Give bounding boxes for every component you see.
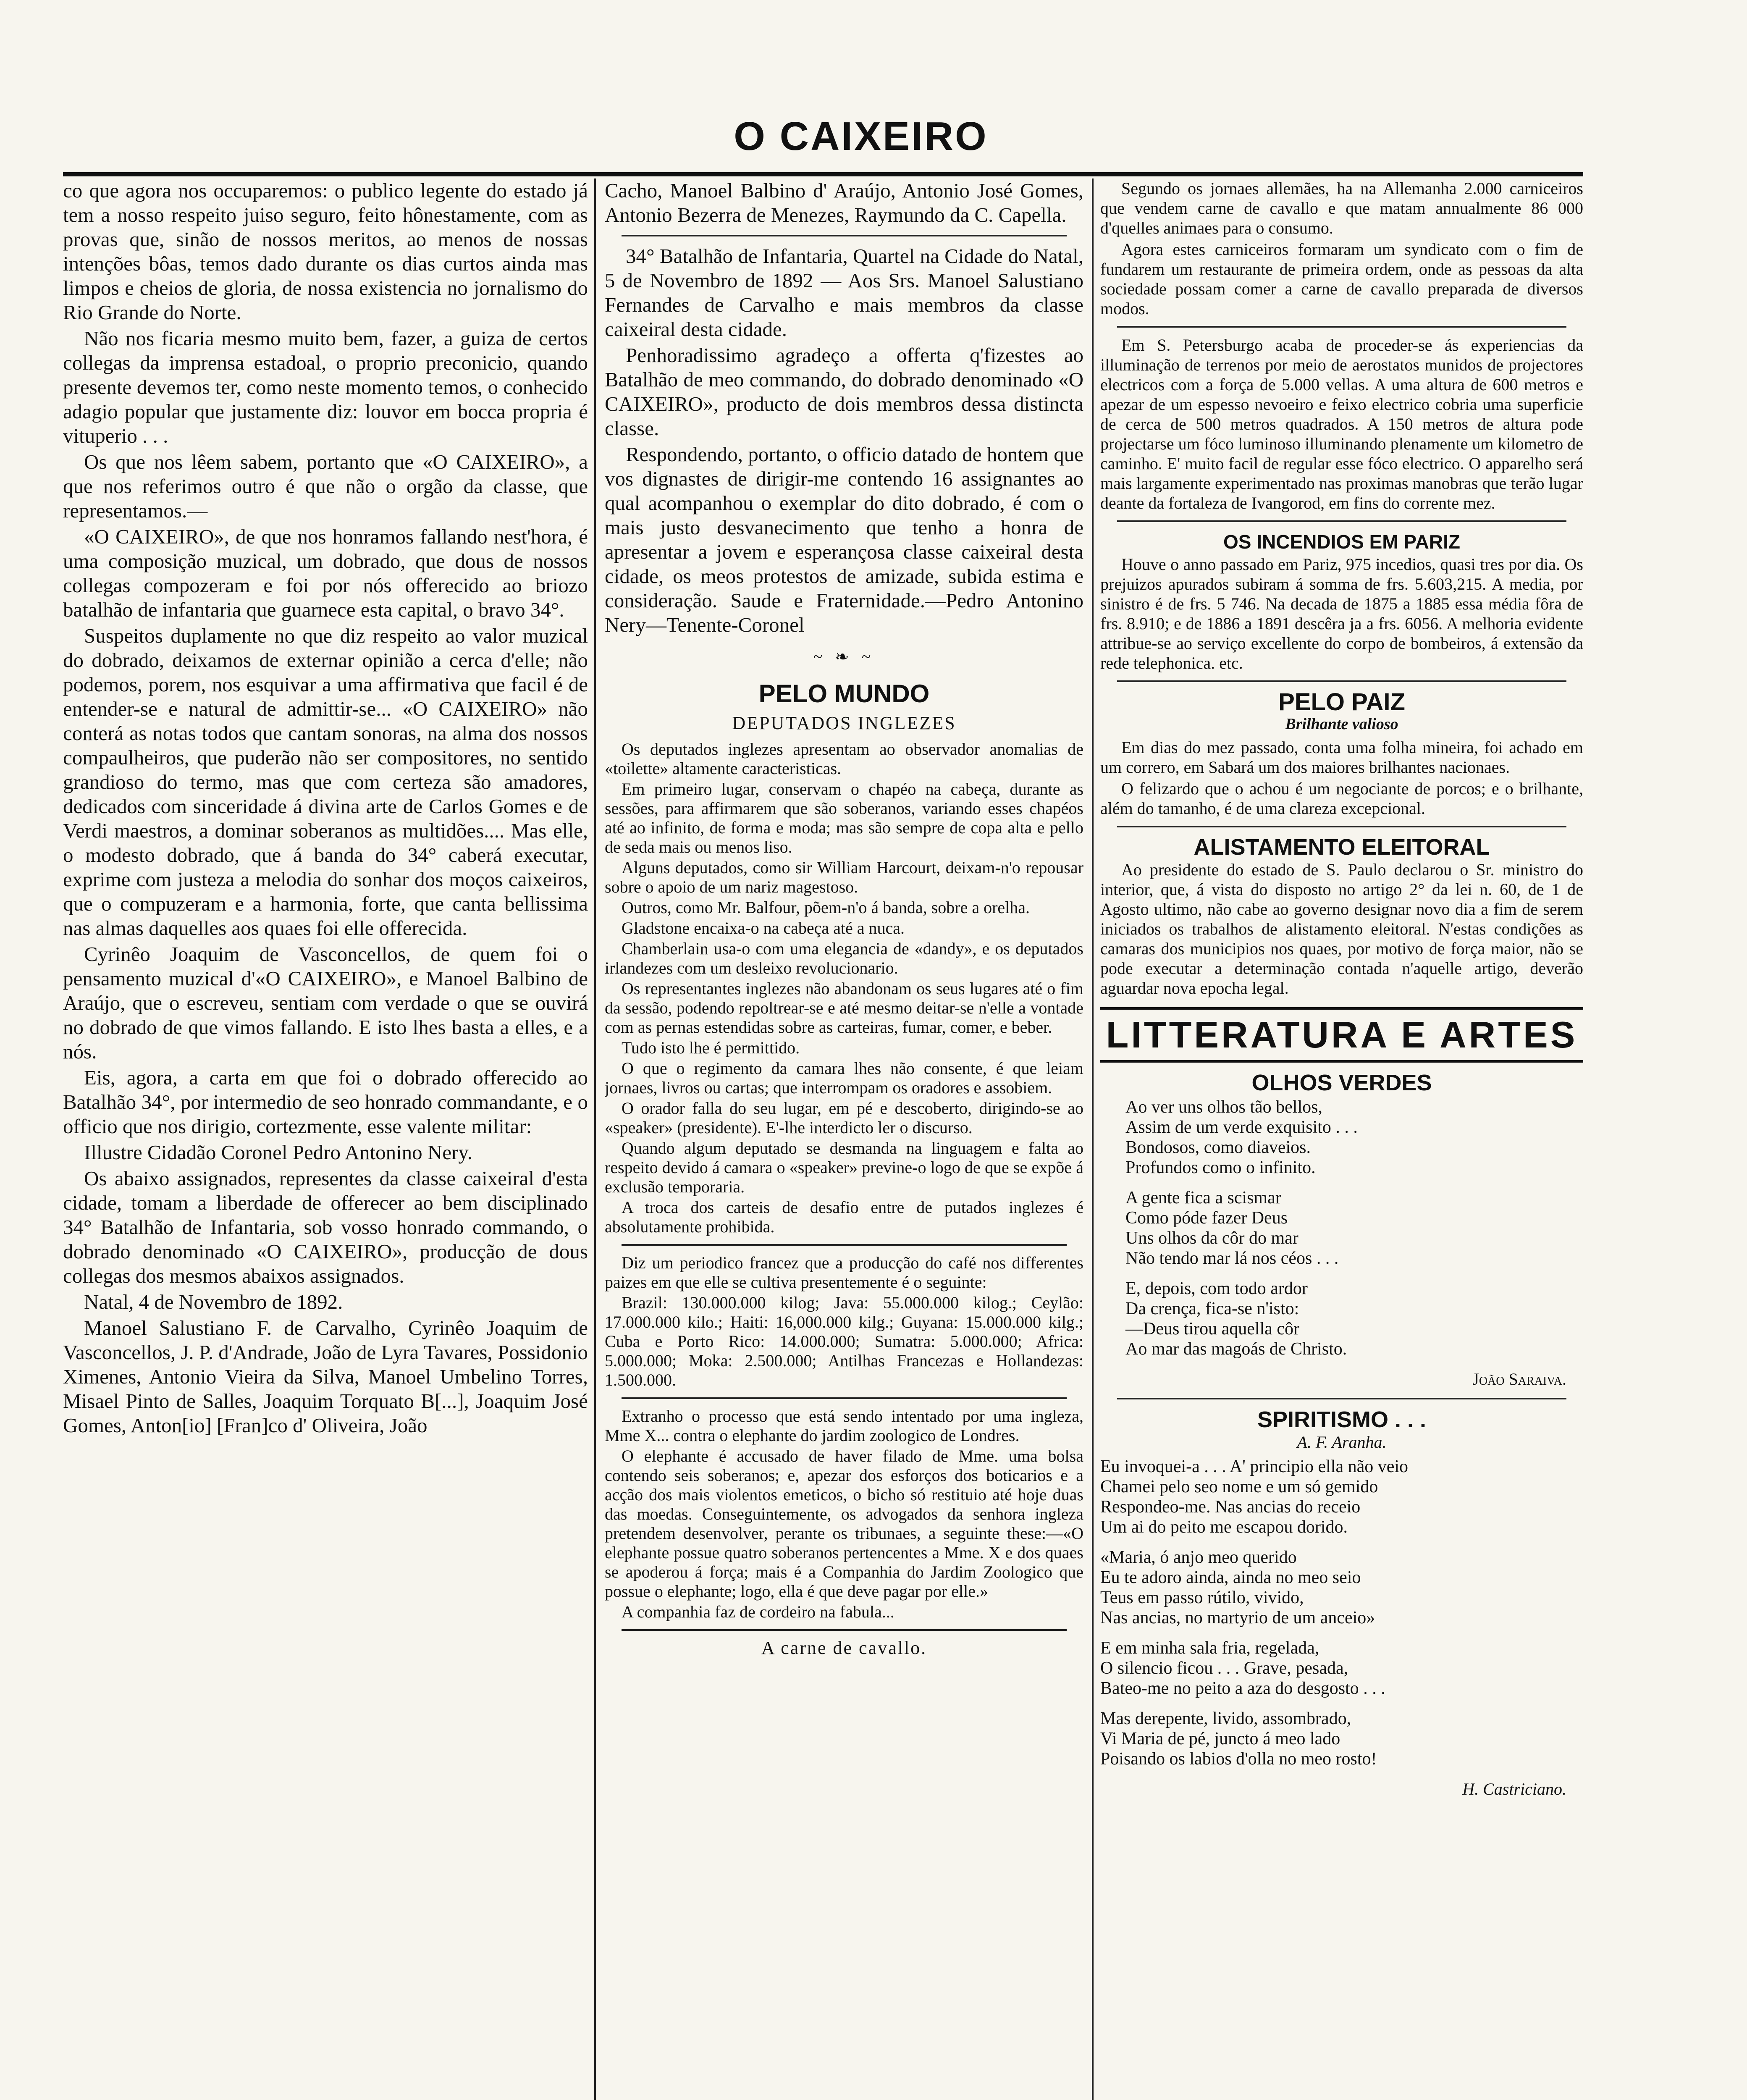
letter-paragraph: 34° Batalhão de Infantaria, Quartel na Cidade do Natal, 5 de Novembro de 1892 — Aos Srs. Manoel Salustiano Fernandes de Carvalho e mais membros da classe caixeiral desta cidade.: [605, 244, 1083, 341]
divider: [1117, 326, 1566, 328]
poem-line: E, depois, com todo ardor: [1125, 1279, 1308, 1298]
poem-line: Profundos como o infinito.: [1125, 1158, 1316, 1177]
poem-title: SPIRITISMO . . .: [1257, 1407, 1427, 1432]
article-paragraph: O elephante é accusado de haver filado de Mme. uma bolsa contendo seis soberanos; e, apezar dos esforços dos boticarios e a acção dos mais violentos emeticos, o bicho só restituio até hoje duas das moedas. Conseguintemente, os advogados da senhora ingleza pretendem desenvolver, perante os tribunaes, a seguinte these:—«O elephante possue quatro soberanos pertencentes a Mme. X e dos quaes se apoderou á força; mais é a Companhia do Jardim Zoologico que possue o elephante; logo, ella é que deve pagar por elle.»: [605, 1446, 1083, 1601]
paragraph: Os abaixo assignados, representes da classe caixeiral d'esta cidade, tomam a liberdade de offerecer ao bem disciplinado 34° Batalhão de Infantaria, sob vosso honrado commando, o dobrado denominado «O CAIXEIRO», producção de dous collegas dos mesmos abaixos assignados.: [63, 1167, 588, 1287]
article-paragraph: Em dias do mez passado, conta uma folha mineira, foi achado em um correго, em Sabará um dos maiores brilhantes nacionaes.: [1100, 738, 1583, 777]
newspaper-title: O CAIXEIRO: [734, 114, 988, 159]
article-paragraph: Outros, como Mr. Balfour, põem-n'o á banda, sobre a orelha.: [622, 898, 1030, 917]
poem-line: Nas ancias, no martyrio de um anceio»: [1100, 1608, 1375, 1628]
poem-line: Eu invoquei-a . . . A' principio ella não veio: [1100, 1457, 1409, 1476]
paragraph: co que agora nos occuparemos: o publico legente do estado já tem a nosso respeito juiso seguro, feito hônestamente, com as provas que, sinão de nossos meritos, ao menos de nossas intenções bôas, temos dado durante os dias curtos ainda mas limpos e cheios de gloria, de nossa existencia no jornalismo do Rio Grande do Norte.: [63, 179, 588, 324]
poem-author: João Saraiva.: [1472, 1370, 1566, 1389]
paragraph: Illustre Cidadão Coronel Pedro Antonino Nery.: [84, 1141, 472, 1164]
poem-line: Ao mar das magoás de Christo.: [1125, 1339, 1347, 1359]
column-divider: [594, 178, 596, 2100]
article-paragraph: Diz um periodico francez que a producção do café nos differentes paizes em que elle se cultiva presentemente é o seguinte:: [605, 1253, 1083, 1292]
poem-line: Vi Maria de pé, juncto á meo lado: [1100, 1729, 1340, 1748]
header-rule: [63, 172, 1583, 176]
poem-line: Uns olhos da côr do mar: [1125, 1228, 1298, 1248]
signatures-continued: Cacho, Manoel Balbino d' Araújo, Antonio José Gomes, Antonio Bezerra de Menezes, Raymundo da C. Capella.: [605, 179, 1083, 226]
paragraph: Cyrinêo Joaquim de Vasconcellos, de quem foi o pensamento muzical d'«O CAIXEIRO», e Manoel Balbino de Araújo, que o escreveu, sentiam com verdade o que se ouvirá no dobrado de que vimos fallando. E isto lhes basta a elles, e a nós.: [63, 942, 588, 1063]
section-title-pelo-mundo: PELO MUNDO: [758, 680, 930, 708]
divider: [1117, 520, 1566, 522]
poem-line: Como póde fazer Deus: [1125, 1208, 1288, 1228]
poem-line: «Maria, ó anjo meo querido: [1100, 1548, 1297, 1567]
article-paragraph: Quando algum deputado se desmanda na linguagem e falta ao respeito devido á camara o «speaker» previne-o logo de que se expõe á exclusão temporaria.: [605, 1139, 1083, 1196]
article-paragraph: Alguns deputados, como sir William Harcourt, deixam-n'o repousar sobre o apoio de um nariz magestoso.: [605, 858, 1083, 896]
poem-stanza: [1125, 1097, 1583, 1178]
poem-line: —Deus tirou aquella côr: [1125, 1319, 1300, 1339]
poem-line: Teus em passo rútilo, vivido,: [1100, 1588, 1304, 1607]
article-paragraph: O felizardo que o achou é um negociante de porcos; e o brilhante, além do tamanho, é de uma clareza excepcional.: [1100, 779, 1583, 818]
divider: [622, 1629, 1067, 1631]
paragraph: Eis, agora, a carta em que foi o dobrado offerecido ao Batalhão 34°, por intermedio de seo honrado commandante, e o officio que nos dirigio, cortezmente, esse valente militar:: [63, 1066, 588, 1138]
poem-stanza: [1100, 1547, 1583, 1628]
poem-line: Da crença, fica-se n'isto:: [1125, 1299, 1299, 1318]
poem-line: Um ai do peito me escapou dorido.: [1100, 1517, 1348, 1537]
article-paragraph: Tudo isto lhe é permittido.: [622, 1038, 800, 1057]
poem-line: Eu te adoro ainda, ainda no meo seio: [1100, 1568, 1361, 1587]
article-paragraph: Gladstone encaixa-o na cabeça até a nuca.: [622, 919, 905, 937]
article-paragraph: Os deputados inglezes apresentam ao observador anomalias de «toilette» altamente caracteristicas.: [605, 740, 1083, 778]
poem-stanza: [1125, 1278, 1583, 1359]
paragraph: «O CAIXEIRO», de que nos honramos fallando nest'hora, é uma composição muzical, um dobrado, que dous de nossos collegas compozeram e foi por nós offerecido ao briozo batalhão de infantaria que guarnece esta capital, o bravo 34°.: [63, 525, 588, 621]
article-paragraph: Os representantes inglezes não abandonam os seus lugares até o fim da sessão, podendo repoltrear-se e até mesmo deitar-se n'elle a vontade com as pernas estendidas sobre as carteiras, fumar, comer, e beber.: [605, 979, 1083, 1037]
divider: [1117, 1398, 1566, 1399]
column-1: [63, 178, 588, 2100]
paragraph: Suspeitos duplamente no que diz respeito ao valor muzical do dobrado, deixamos de externar opinião a cerca d'elle; não podemos, porem, nos esquivar a uma affirmativa que facil é de entender-se e natural de admittir-se... «O CAIXEIRO» não conterá as notas todos que cantam sonoras, na alma dos nossos compaulheiros, que puderão não ser compositores, no sentido grandioso do termo, mas que com certeza são amadores, dedicados com sinceridade á divina arte de Carlos Gomes e de Verdi maestros, a dominar soberanos as multidões.... Mas elle, o modesto dobrado, que á banda do 34° caberá executar, exprime com justeza a melodia do sonhar dos moços caixeiros, que o compuzeram e a harmonia, forte, que canta bellissima nas almas daquelles aos quaes foi elle offerecida.: [63, 624, 588, 940]
column-divider: [1092, 178, 1094, 2100]
column-3: [1100, 178, 1583, 2100]
poem-stanza: [1100, 1638, 1583, 1698]
poem-line: Respondeo-me. Nas ancias do receio: [1100, 1497, 1361, 1517]
poem-line: Ao ver uns olhos tão bellos,: [1125, 1097, 1322, 1117]
poem-line: E em minha sala fria, regelada,: [1100, 1638, 1319, 1658]
poem-spiritismo: [1100, 1407, 1583, 1799]
poem-stanza: [1100, 1709, 1583, 1769]
poem-line: Bondosos, como diaveios.: [1125, 1138, 1311, 1157]
poem-line: O silencio ficou . . . Grave, pesada,: [1100, 1659, 1348, 1678]
poem-line: Não tendo mar lá nos céos . . .: [1125, 1249, 1339, 1268]
poem-olhos-verdes: [1100, 1070, 1583, 1389]
article-title-carne: A carne de cavallo.: [761, 1638, 927, 1658]
poem-title: OLHOS VERDES: [1251, 1070, 1432, 1095]
article-paragraph: Em S. Petersburgo acaba de proceder-se ás experiencias da illuminação de terrenos por meio de aerostatos munidos de projectores electricos com a força de 5.000 vellas. A uma altura de 600 metros e apezar de um espesso nevoeiro e feixo electrico cobria uma superficie de cerca de 500 metros quadrados. A 150 metros de altura pode projectarse um fóco luminoso illuminando plenamente um kilometro de caminho. E' muito facil de regular esse fóco electrico. O apparelho será mais largamente experimentado nas proximas manobras que terão lugar deante da fortaleza de Ivangorod, em fins do corrente mez.: [1100, 336, 1583, 512]
article-paragraph: A companhia faz de cordeiro na fabula...: [622, 1602, 894, 1621]
article-paragraph: Segundo os jornaes allemães, ha na Allemanha 2.000 carniceiros que vendem carne de cavallo e que matam annualmente 86 000 d'quelles animaes para o consumo.: [1100, 179, 1583, 237]
poem-line: Assim de um verde exquisito . . .: [1125, 1118, 1358, 1137]
poem-line: A gente fica a scismar: [1125, 1188, 1281, 1208]
section-subtitle: DEPUTADOS INGLEZES: [732, 713, 956, 733]
article-paragraph: A troca dos carteis de desafio entre de putados inglezes é absolutamente prohibida.: [605, 1198, 1083, 1236]
poem-dedication: A. F. Aranha.: [1297, 1433, 1387, 1452]
paragraph: Natal, 4 de Novembro de 1892.: [84, 1290, 343, 1313]
poem-line: Poisando os labios d'olla no meo rosto!: [1100, 1749, 1377, 1769]
article-paragraph: Chamberlain usa-o com uma elegancia de «dandy», e os deputados irlandezes com um desleixo revolucionario.: [605, 939, 1083, 977]
section-title-pelo-paiz: PELO PAIZ: [1278, 688, 1405, 716]
article-paragraph: Em primeiro lugar, conservam o chapéo na cabeça, durante as sessões, para affirmarem que são soberanos, variando esses chapéos até ao infinito, de forma e moda; mas são sempre de copa alta e pello de seda mais ou menos liso.: [605, 780, 1083, 856]
section-subtitle: Brilhante valioso: [1285, 715, 1398, 733]
article-paragraph: Agora estes carniceiros formaram um syndicato com o fim de fundarem um restaurante de primeira ordem, onde as pessoas da alta sociedade possam comer a carne de cavallo preparada de diversos modos.: [1100, 240, 1583, 318]
divider: [622, 235, 1067, 236]
column-2: [605, 178, 1083, 2100]
section-title-alistamento: ALISTAMENTO ELEITORAL: [1194, 835, 1490, 860]
poem-author: H. Castriciano.: [1462, 1780, 1566, 1798]
ornament-divider: ~ ❧ ~: [813, 647, 875, 666]
article-paragraph: O que o regimento da camara lhes não consente, é que leiam jornaes, livros ou cartas; que interrompam os oradores e assobiem.: [605, 1059, 1083, 1097]
poem-stanza: [1125, 1188, 1583, 1268]
article-paragraph: Houve o anno passado em Pariz, 975 incedios, quasi tres por dia. Os prejuizos apurados subiram á somma de frs. 5.603,215. A media, por sinistro é de frs. 5 746. Na decada de 1875 a 1885 essa média fôra de frs. 8.910; e de 1886 a 1891 descêra ja a frs. 6056. A melhoria evidente attribue-se ao serviço excellente do corpo de bombeiros, á extensão da rede telephonica. etc.: [1100, 555, 1583, 672]
divider: [1117, 826, 1566, 827]
letter-paragraph: Respondendo, portanto, o officio datado de hontem que vos dignastes de dirigir-me contendo 16 assignantes ao qual acompanhou o exemplar do dito dobrado, é com o mais justo desvanecimento que tenho a honra de apresentar a jovem e esperançosa classe caixeiral desta cidade, os meos protestos de amizade, subida estima e consideração. Saude e Fraternidade.—Pedro Antonino Nery—Tenente-Coronel: [605, 443, 1083, 636]
letter-paragraph: Penhoradissimo agradeço a offerta q'fizestes ao Batalhão de meo commando, do dobrado denominado «O CAIXEIRO», producto de dois membros dessa distincta classe.: [605, 344, 1083, 440]
article-paragraph: Extranho o processo que está sendo intentado por uma ingleza, Mme X... contra o elephante do jardim zoologico de Londres.: [605, 1407, 1083, 1445]
poem-line: Mas derepente, livido, assombrado,: [1100, 1709, 1351, 1728]
poem-stanza: [1100, 1457, 1583, 1537]
divider: [622, 1244, 1067, 1246]
poem-line: Chamei pelo seo nome e um só gemido: [1100, 1477, 1378, 1496]
paragraph: Os que nos lêem sabem, portanto que «O CAIXEIRO», a que nos referimos outro é que não o orgão da classe, que representamos.—: [63, 450, 588, 522]
article-paragraph: Ao presidente do estado de S. Paulo declarou o Sr. ministro do interior, que, á vista do disposto no artigo 2° da lei n. 60, de 1 de Agosto ultimo, não cabe ao governo designar novo dia a fim de serem iniciados os trabalhos de alistamento eleitoral. N'estas condições as camaras dos municipios nos quaes, por motivo de força maior, não se pode executar a determinação contada n'aquelle artigo, deverão aguardar nova epocha legal.: [1100, 860, 1583, 998]
poem-line: Bateo-me no peito a aza do desgosto . . .: [1100, 1679, 1385, 1698]
deputados-article: [605, 740, 1083, 1658]
paragraph: Não nos ficaria mesmo muito bem, fazer, a guiza de certos collegas da imprensa estadoal, o proprio preconicio, quando presente devemos ter, como neste momento temos, o conhecido adagio popular que justamente diz: louvor em bocca propria é vituperio . . .: [63, 327, 588, 447]
article-paragraph: O orador falla do seu lugar, em pé e descoberto, dirigindo-se ao «speaker» (presidente). E'-lhe interdicto ler o discurso.: [605, 1099, 1083, 1137]
paragraph: Manoel Salustiano F. de Carvalho, Cyrinêo Joaquim de Vasconcellos, J. P. d'Andrade, João de Lyra Tavares, Possidonio Ximenes, Antonio Vieira da Silva, Manoel Umbelino Torres, Misael Pinto de Salles, Joaquim Torquato B[...], Joaquim José Gomes, Anton[io] [Fran]co d' Oliveira, João: [63, 1316, 588, 1437]
divider: [1117, 680, 1566, 682]
section-title-litteratura: LITTERATURA E ARTES: [1100, 1007, 1583, 1063]
article-paragraph: Brazil: 130.000.000 kilog; Java: 55.000.000 kilog.; Ceylão: 17.000.000 kilo.; Haiti: 16,000.000 kilg.; Guyana: 15.000.000 kilg.; Cuba e Porto Rico: 14.000.000; Sumatra: 5.000.000; Africa: 5.000.000; Moka: 2.500.000; Antilhas Francezas e Hollandezas: 1.500.000.: [605, 1293, 1083, 1389]
article-title-incendios: OS INCENDIOS EM PARIZ: [1223, 531, 1460, 553]
divider: [622, 1397, 1067, 1399]
